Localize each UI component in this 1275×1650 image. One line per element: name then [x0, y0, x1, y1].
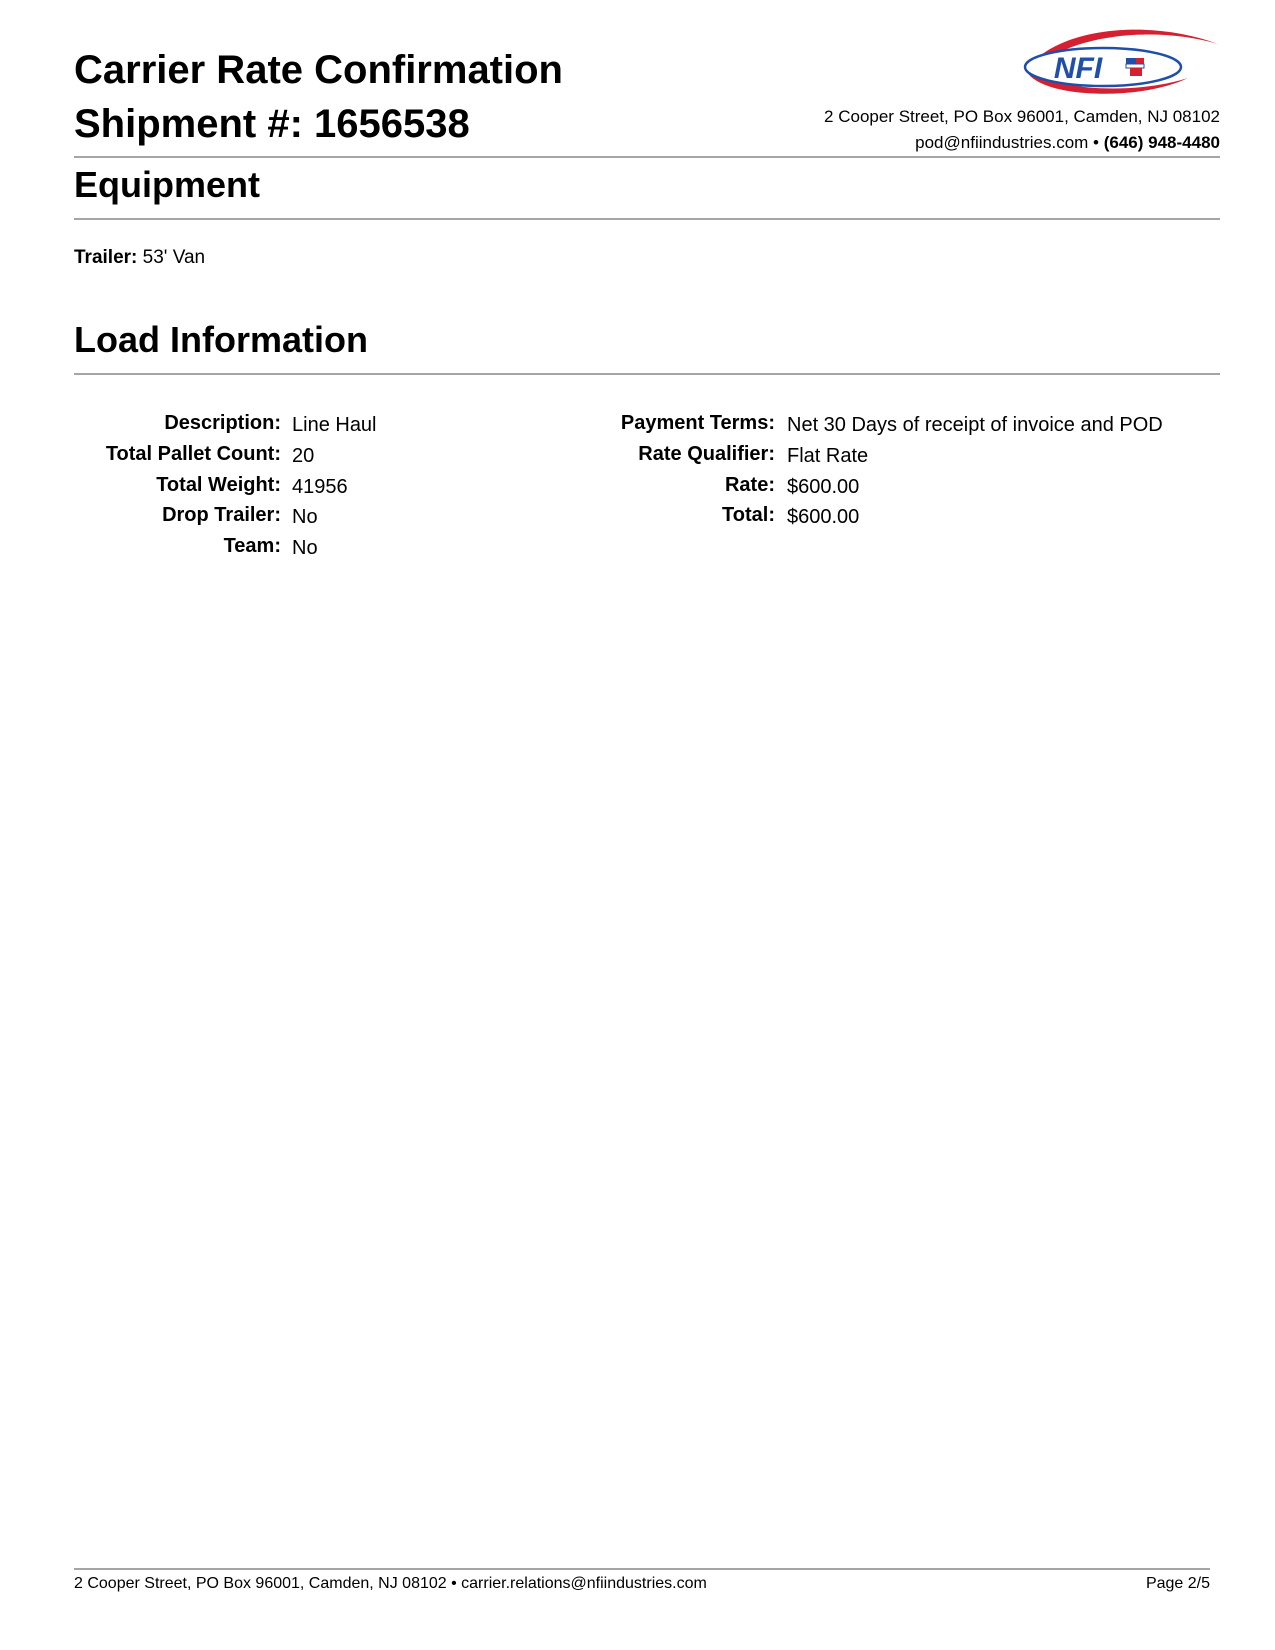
total-label: Total: — [722, 504, 775, 526]
page-number: Page 2/5 — [1145, 1575, 1210, 1592]
description-label: Description: — [164, 412, 281, 434]
pallet-count-label: Total Pallet Count: — [105, 443, 281, 465]
drop-trailer-value: No — [292, 506, 318, 528]
equipment-heading: Equipment — [74, 164, 260, 205]
rate-qualifier-label: Rate Qualifier: — [638, 443, 775, 465]
load-left-labels — [74, 410, 281, 570]
team-value: No — [292, 537, 318, 559]
payment-terms-value: Net 30 Days of receipt of invoice and POD — [787, 414, 1163, 436]
rate-label: Rate: — [724, 474, 775, 496]
trailer-value: 53' Van — [142, 247, 206, 268]
header-separator: • — [1093, 133, 1099, 152]
equipment-divider — [74, 218, 1220, 220]
nfi-logo — [1018, 20, 1218, 100]
total-weight-value: 41956 — [292, 476, 348, 498]
header-phone: (646) 948-4480 — [1103, 133, 1220, 152]
logo-text: NFI — [1053, 52, 1103, 85]
header-divider — [74, 156, 1220, 158]
header-address: 2 Cooper Street, PO Box 96001, Camden, NJ 08102 — [824, 107, 1220, 126]
load-right-labels — [600, 410, 775, 570]
trailer-field — [74, 247, 205, 270]
description-value: Line Haul — [292, 414, 377, 436]
load-left-values — [292, 410, 592, 570]
load-right-values — [787, 410, 1217, 570]
rate-qualifier-value: Flat Rate — [787, 445, 869, 467]
team-label: Team: — [223, 535, 281, 557]
document-title: Carrier Rate Confirmation — [74, 48, 563, 92]
total-value: $600.00 — [787, 506, 860, 528]
total-weight-label: Total Weight: — [156, 474, 281, 496]
trailer-label: Trailer: — [74, 247, 138, 268]
drop-trailer-label: Drop Trailer: — [162, 504, 281, 526]
load-information-divider — [74, 373, 1220, 375]
payment-terms-label: Payment Terms: — [620, 412, 775, 434]
footer-divider — [74, 1568, 1210, 1570]
rate-value: $600.00 — [787, 476, 860, 498]
header-contact — [915, 133, 1220, 153]
load-information-heading: Load Information — [74, 319, 368, 360]
pallet-count-value: 20 — [292, 445, 315, 467]
header-email[interactable]: pod@nfiindustries.com — [915, 133, 1089, 152]
footer-contact: 2 Cooper Street, PO Box 96001, Camden, NJ 08102 • carrier.relations@nfiindustries.com — [74, 1575, 707, 1592]
shipment-number: Shipment #: 1656538 — [74, 102, 470, 146]
